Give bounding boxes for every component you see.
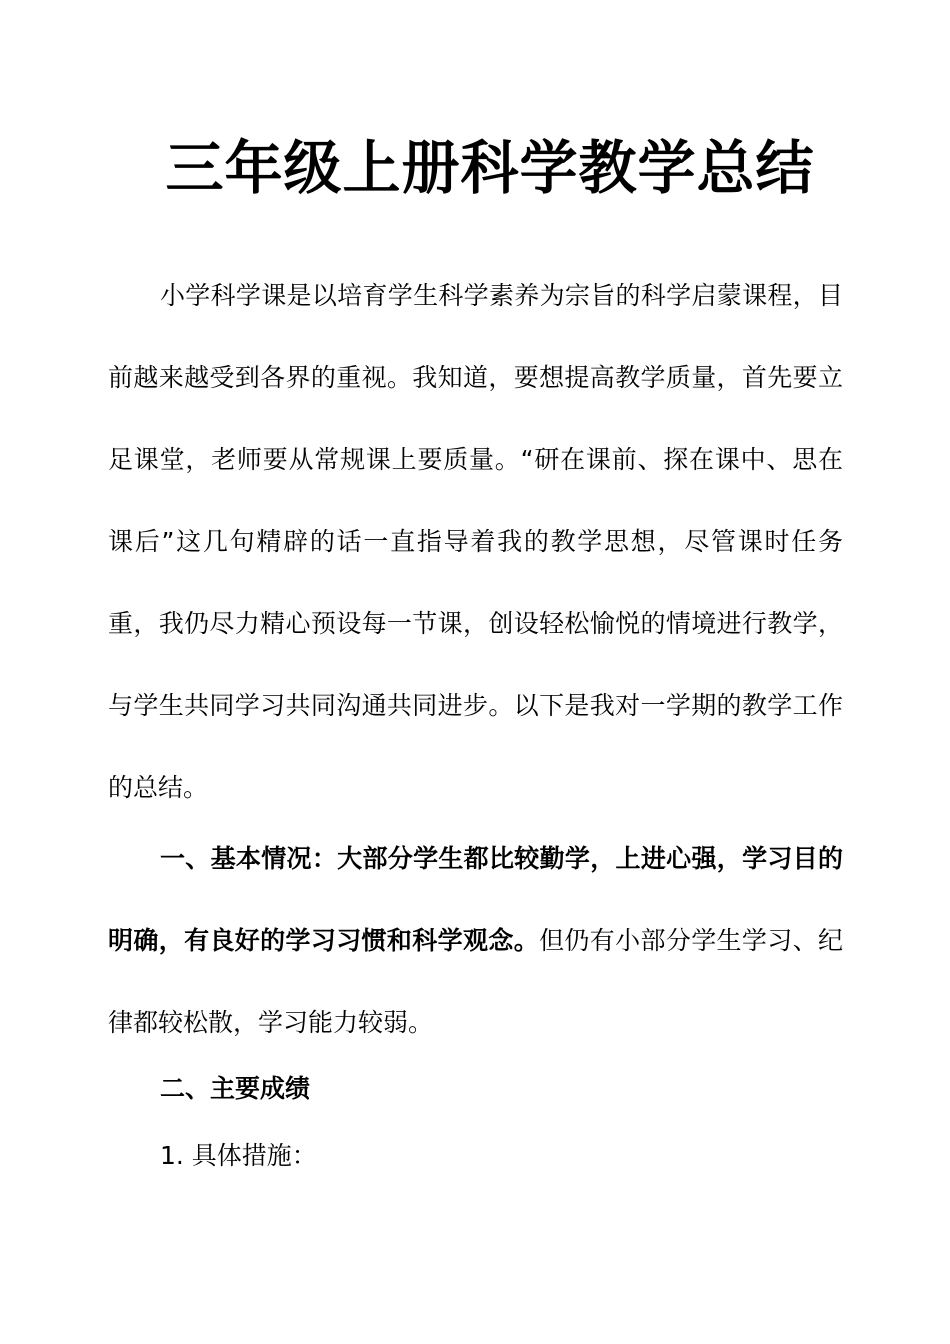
intro-paragraph: 小学科学课是以培育学生科学素养为宗旨的科学启蒙课程，目前越来越受到各界的重视。我知道，要想提高教学质量，首先要立足课堂，老师要从常规课上要质量。“研在课前、探在课中、思在课后”这几句精辟的话一直指导着我的教学思想，尽管课时任务重，我仍尽力精心预设每一节课，创设轻松愉悦的情境进行教学，与学生共同学习共同沟通共同进步。以下是我对一学期的教学工作的总结。 bbox=[108, 281, 843, 802]
section-2-heading: 二、主要成绩 bbox=[160, 1074, 311, 1103]
section-1-bold-text: 一、基本情况：大部分学生都比较勤学，上进心强，学习目的明确，有良好的学习习惯和科学观念。 bbox=[108, 844, 843, 955]
section-1-regular-text: 但仍有小部分学生学习、纪律都较松散，学习能力较弱。 bbox=[108, 926, 843, 1037]
section-1-paragraph bbox=[108, 818, 843, 1064]
section-2-item-1: 1. 具体措施： bbox=[160, 1141, 317, 1170]
document-title: 三年级上册科学教学总结 bbox=[165, 134, 815, 202]
